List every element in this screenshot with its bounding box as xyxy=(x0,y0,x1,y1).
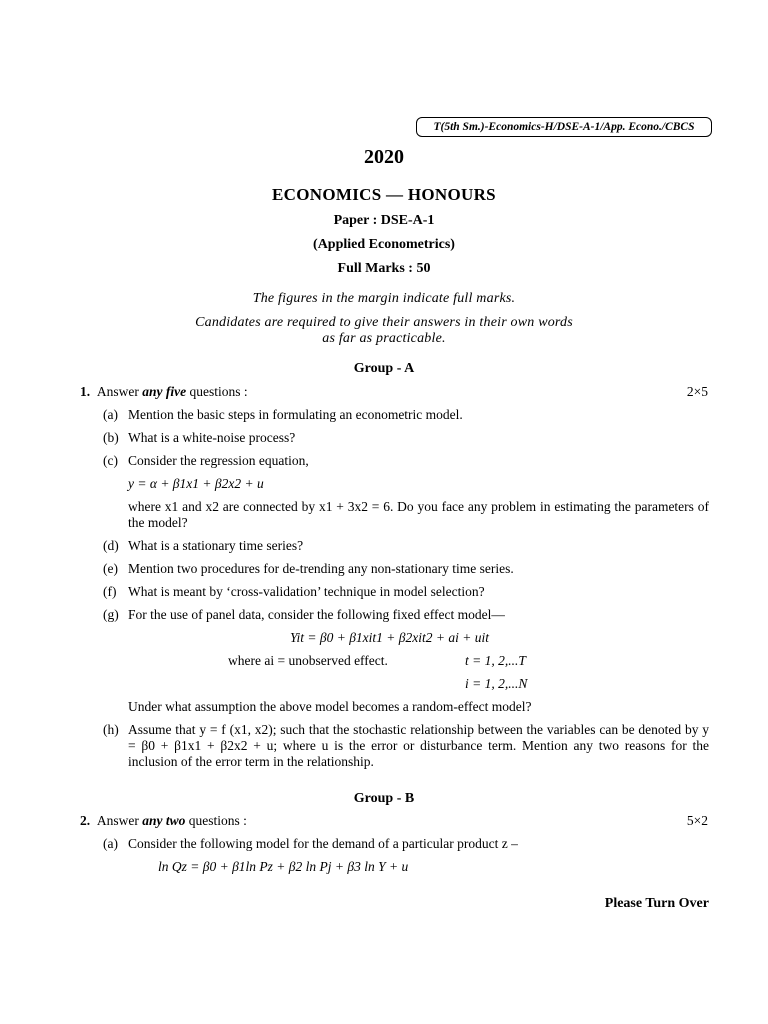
fixed-effect-equation: Yit = β0 + β1xit1 + β2xit2 + ai + uit xyxy=(290,630,489,645)
unobserved-effect-note: where ai = unobserved effect. xyxy=(228,653,388,668)
instruction-line-1: The figures in the margin indicate full marks. xyxy=(252,291,516,306)
item-text-f: What is meant by ‘cross-validation’ technique in model selection? xyxy=(128,584,485,599)
item-label-b: (b) xyxy=(103,430,119,445)
question-1: 1. Answer any five questions : xyxy=(80,384,248,399)
question-number: 2. xyxy=(80,813,91,828)
question-2-marks: 5×2 xyxy=(686,813,708,828)
exam-year: 2020 xyxy=(364,146,404,168)
regression-equation: y = α + β1x1 + β2x2 + u xyxy=(128,476,264,491)
time-index-range: t = 1, 2,...T xyxy=(465,653,526,668)
item-label-g: (g) xyxy=(103,607,119,622)
question-1-marks: 2×5 xyxy=(686,384,708,399)
item-label-2a: (a) xyxy=(103,836,118,851)
item-text-c-where: where x1 and x2 are connected by x1 + 3x2 = 6. Do you face any problem in estimating the parameters of the model? xyxy=(128,499,709,530)
item-label-d: (d) xyxy=(103,538,119,553)
item-text-2a: Consider the following model for the demand of a particular product z – xyxy=(128,836,518,851)
item-text-g: For the use of panel data, consider the following fixed effect model— xyxy=(128,607,505,622)
unit-index-range: i = 1, 2,...N xyxy=(465,676,528,691)
item-label-e: (e) xyxy=(103,561,118,576)
paper-title: (Applied Econometrics) xyxy=(313,237,455,252)
item-text-a: Mention the basic steps in formulating an econometric model. xyxy=(128,407,463,422)
item-text-h: Assume that y = f (x1, x2); such that the stochastic relationship between the variables can be denoted by y = β0 + β1x1 + β2x2 + u; where u is the error or disturbance term. Mention any two reasons for the inclusion of the error term in the relationship. xyxy=(128,722,709,769)
please-turn-over: Please Turn Over xyxy=(604,896,709,911)
subject-title: ECONOMICS — HONOURS xyxy=(272,185,496,204)
paper-code: T(5th Sm.)-Economics-H/DSE-A-1/App. Econo./CBCS xyxy=(416,117,712,137)
item-label-a: (a) xyxy=(103,407,118,422)
item-text-c: Consider the regression equation, xyxy=(128,453,309,468)
item-text-b: What is a white-noise process? xyxy=(128,430,296,445)
item-label-h: (h) xyxy=(103,722,119,737)
item-text-e: Mention two procedures for de-trending any non-stationary time series. xyxy=(128,561,514,576)
item-label-f: (f) xyxy=(103,584,117,599)
instruction-line-2: Candidates are required to give their answers in their own words xyxy=(195,315,573,330)
item-label-c: (c) xyxy=(103,453,118,468)
demand-equation: ln Qz = β0 + β1ln Pz + β2 ln Pj + β3 ln Y + u xyxy=(158,859,409,874)
item-text-d: What is a stationary time series? xyxy=(128,538,304,553)
full-marks: Full Marks : 50 xyxy=(337,261,431,276)
group-b-heading: Group - B xyxy=(353,791,415,806)
group-a-heading: Group - A xyxy=(353,361,415,376)
instruction-line-3: as far as practicable. xyxy=(322,331,446,346)
question-number: 1. xyxy=(80,384,91,399)
item-text-g-under: Under what assumption the above model becomes a random-effect model? xyxy=(128,699,532,714)
question-2: 2. Answer any two questions : xyxy=(80,813,247,828)
paper-code-line: Paper : DSE-A-1 xyxy=(333,213,435,228)
